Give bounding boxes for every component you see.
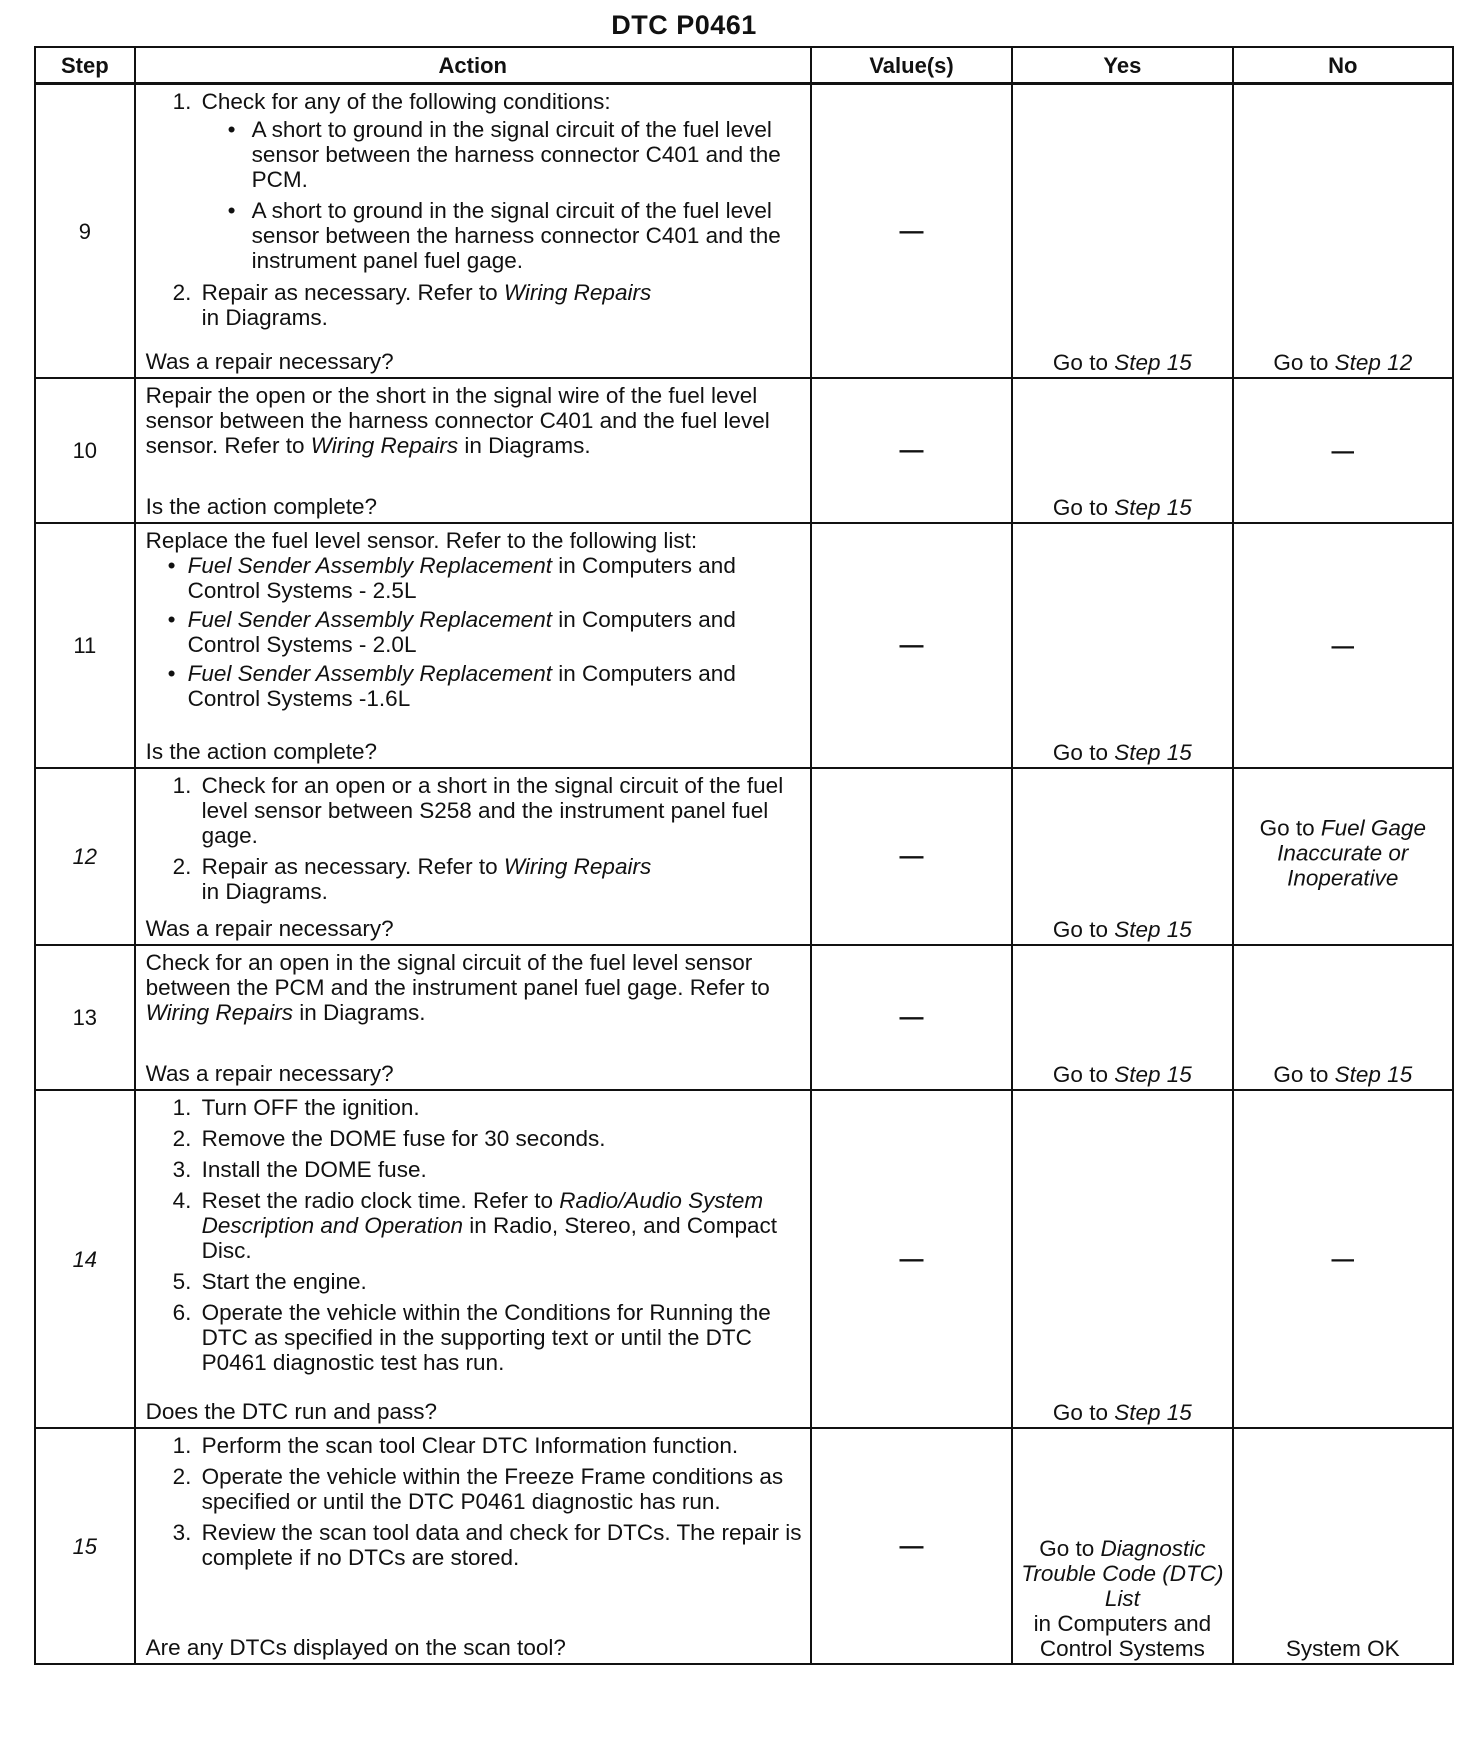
step-number: 15 <box>35 1428 135 1664</box>
question: Does the DTC run and pass? <box>145 1399 438 1424</box>
dtc-list-link[interactable]: Diagnostic Trouble Code (DTC) List <box>1021 1536 1224 1611</box>
fuel-sender-link[interactable]: Fuel Sender Assembly Replacement <box>187 661 552 686</box>
table-row-step-9 <box>35 84 1453 379</box>
value-cell: — <box>811 1428 1012 1664</box>
step-number: 9 <box>35 84 135 379</box>
value-cell: — <box>811 84 1012 379</box>
action-cell <box>135 945 811 1090</box>
step-15-link[interactable]: Step 15 <box>1114 740 1192 765</box>
question: Was a repair necessary? <box>145 916 394 941</box>
instruction: Check for any of the following conditions: <box>201 89 611 114</box>
step-number: 11 <box>35 523 135 768</box>
header-values: Value(s) <box>811 47 1012 84</box>
step-15-link[interactable]: Step 15 <box>1114 1400 1192 1425</box>
wiring-repairs-link[interactable]: Wiring Repairs <box>503 280 652 305</box>
yes-cell <box>1012 523 1232 768</box>
instruction: Repair as necessary. Refer to <box>201 280 498 305</box>
goto-label: Go to <box>1052 740 1108 765</box>
yes-cell <box>1012 768 1232 945</box>
step-12-link[interactable]: Step 12 <box>1334 350 1413 375</box>
step-15-link[interactable]: Step 15 <box>1114 917 1192 942</box>
yes-cell <box>1012 84 1232 379</box>
question: Are any DTCs displayed on the scan tool? <box>145 1635 566 1660</box>
list-item: in Computers and Control Systems - 2.5L <box>187 553 736 603</box>
step-15-link[interactable]: Step 15 <box>1114 1062 1192 1087</box>
fuel-sender-link[interactable]: Fuel Sender Assembly Replacement <box>187 553 552 578</box>
value-cell: — <box>811 378 1012 523</box>
instruction: Replace the fuel level sensor. Refer to the following list: <box>145 528 698 553</box>
instruction: in Diagrams. <box>299 1000 426 1025</box>
goto-label: Go to <box>1052 1062 1108 1087</box>
goto-label: Go to <box>1259 815 1315 841</box>
wiring-repairs-link[interactable]: Wiring Repairs <box>503 854 652 879</box>
step-15-link[interactable]: Step 15 <box>1114 495 1192 520</box>
goto-label: Go to <box>1052 495 1108 520</box>
goto-label: Go to <box>1273 350 1329 375</box>
instruction: 5. Start the engine. <box>198 1269 802 1294</box>
header-step: Step <box>35 47 135 84</box>
instruction: 1. Perform the scan tool Clear DTC Information function. <box>198 1433 802 1458</box>
goto-label: Go to <box>1052 350 1108 375</box>
no-cell <box>1233 1428 1453 1664</box>
no-cell <box>1233 84 1453 379</box>
question: Is the action complete? <box>145 739 378 764</box>
condition-item: • A short to ground in the signal circuit of the fuel level sensor between the harness connector C401 and the instrument panel fuel gage. <box>248 198 802 273</box>
step-number: 14 <box>35 1090 135 1428</box>
value-cell: — <box>811 945 1012 1090</box>
table-row-step-13 <box>35 945 1453 1090</box>
instruction: 1. Turn OFF the ignition. <box>198 1095 802 1120</box>
yes-cell <box>1012 378 1232 523</box>
action-cell <box>135 84 811 379</box>
step-15-link[interactable]: Step 15 <box>1334 1062 1413 1087</box>
no-dash: — <box>1331 633 1355 658</box>
fuel-gage-link[interactable]: Fuel Gage Inaccurate or Inoperative <box>1277 815 1426 891</box>
instruction: 2. Operate the vehicle within the Freeze Frame conditions as specified or until the DTC P0461 diagnostic has run. <box>198 1464 802 1514</box>
goto-label: Go to <box>1052 1400 1108 1425</box>
table-row-step-11 <box>35 523 1453 768</box>
header-yes: Yes <box>1012 47 1232 84</box>
instruction: in Diagrams. <box>464 433 591 458</box>
step-15-link[interactable]: Step 15 <box>1114 350 1192 375</box>
table-row-step-15 <box>35 1428 1453 1664</box>
instruction: 3. Review the scan tool data and check for DTCs. The repair is complete if no DTCs are stored. <box>198 1520 802 1570</box>
fuel-sender-link[interactable]: Fuel Sender Assembly Replacement <box>187 607 552 632</box>
instruction: 2. Remove the DOME fuse for 30 seconds. <box>198 1126 802 1151</box>
list-item: in Computers and Control Systems -1.6L <box>187 661 736 711</box>
dtc-table <box>34 46 1454 1665</box>
question: Is the action complete? <box>145 494 378 519</box>
question: Was a repair necessary? <box>145 1061 394 1086</box>
radio-audio-link[interactable]: Radio/Audio System Description and Operation <box>201 1188 764 1238</box>
instruction: 1. Check for an open or a short in the signal circuit of the fuel level sensor between S258 and the instrument panel fuel gage. <box>198 773 802 848</box>
table-row-step-10 <box>35 378 1453 523</box>
header-no: No <box>1233 47 1453 84</box>
action-cell <box>135 523 811 768</box>
value-cell: — <box>811 1090 1012 1428</box>
no-dash: — <box>1331 1246 1355 1272</box>
value-cell: — <box>811 523 1012 768</box>
yes-cell <box>1012 945 1232 1090</box>
instruction: 6. Operate the vehicle within the Conditions for Running the DTC as specified in the supporting text or until the DTC P0461 diagnostic test has run. <box>198 1300 802 1375</box>
instruction: 3. Install the DOME fuse. <box>198 1157 802 1182</box>
instruction: in Radio, Stereo, and Compact Disc. <box>201 1213 777 1263</box>
condition-item: • A short to ground in the signal circuit of the fuel level sensor between the harness connector C401 and the PCM. <box>248 117 802 192</box>
header-row <box>35 47 1453 84</box>
step-number: 13 <box>35 945 135 1090</box>
instruction: in Diagrams. <box>201 879 328 904</box>
page-title: DTC P0461 <box>611 10 757 40</box>
instruction: Repair as necessary. Refer to <box>201 854 498 879</box>
step-number: 12 <box>35 768 135 945</box>
yes-text: in Computers and Control Systems <box>1033 1611 1212 1661</box>
wiring-repairs-link[interactable]: Wiring Repairs <box>145 1000 293 1025</box>
action-cell <box>135 1428 811 1664</box>
action-cell <box>135 768 811 945</box>
no-cell <box>1233 523 1453 768</box>
system-ok-text: System OK <box>1285 1636 1400 1661</box>
instruction: Check for an open in the signal circuit of the fuel level sensor between the PCM and the instrument panel fuel gage. Refer to <box>145 950 770 1000</box>
goto-label: Go to <box>1273 1062 1329 1087</box>
goto-label: Go to <box>1052 917 1108 942</box>
action-cell <box>135 1090 811 1428</box>
no-cell <box>1233 1090 1453 1428</box>
yes-cell <box>1012 1090 1232 1428</box>
no-cell <box>1233 378 1453 523</box>
wiring-repairs-link[interactable]: Wiring Repairs <box>310 433 459 458</box>
instruction: Repair the open or the short in the signal wire of the fuel level sensor between the harness connector C401 and the fuel level sensor. Refer to <box>145 383 770 458</box>
no-cell <box>1233 945 1453 1090</box>
no-dash: — <box>1331 438 1355 463</box>
goto-label: Go to <box>1039 1536 1095 1561</box>
question: Was a repair necessary? <box>145 349 394 374</box>
header-action: Action <box>135 47 811 84</box>
instruction: Reset the radio clock time. Refer to <box>201 1188 554 1213</box>
value-cell: — <box>811 768 1012 945</box>
instruction: in Diagrams. <box>201 305 328 330</box>
no-cell <box>1233 768 1453 945</box>
list-item: in Computers and Control Systems - 2.0L <box>187 607 736 657</box>
yes-cell <box>1012 1428 1232 1664</box>
step-number: 10 <box>35 378 135 523</box>
table-row-step-14 <box>35 1090 1453 1428</box>
table-row-step-12 <box>35 768 1453 945</box>
action-cell <box>135 378 811 523</box>
